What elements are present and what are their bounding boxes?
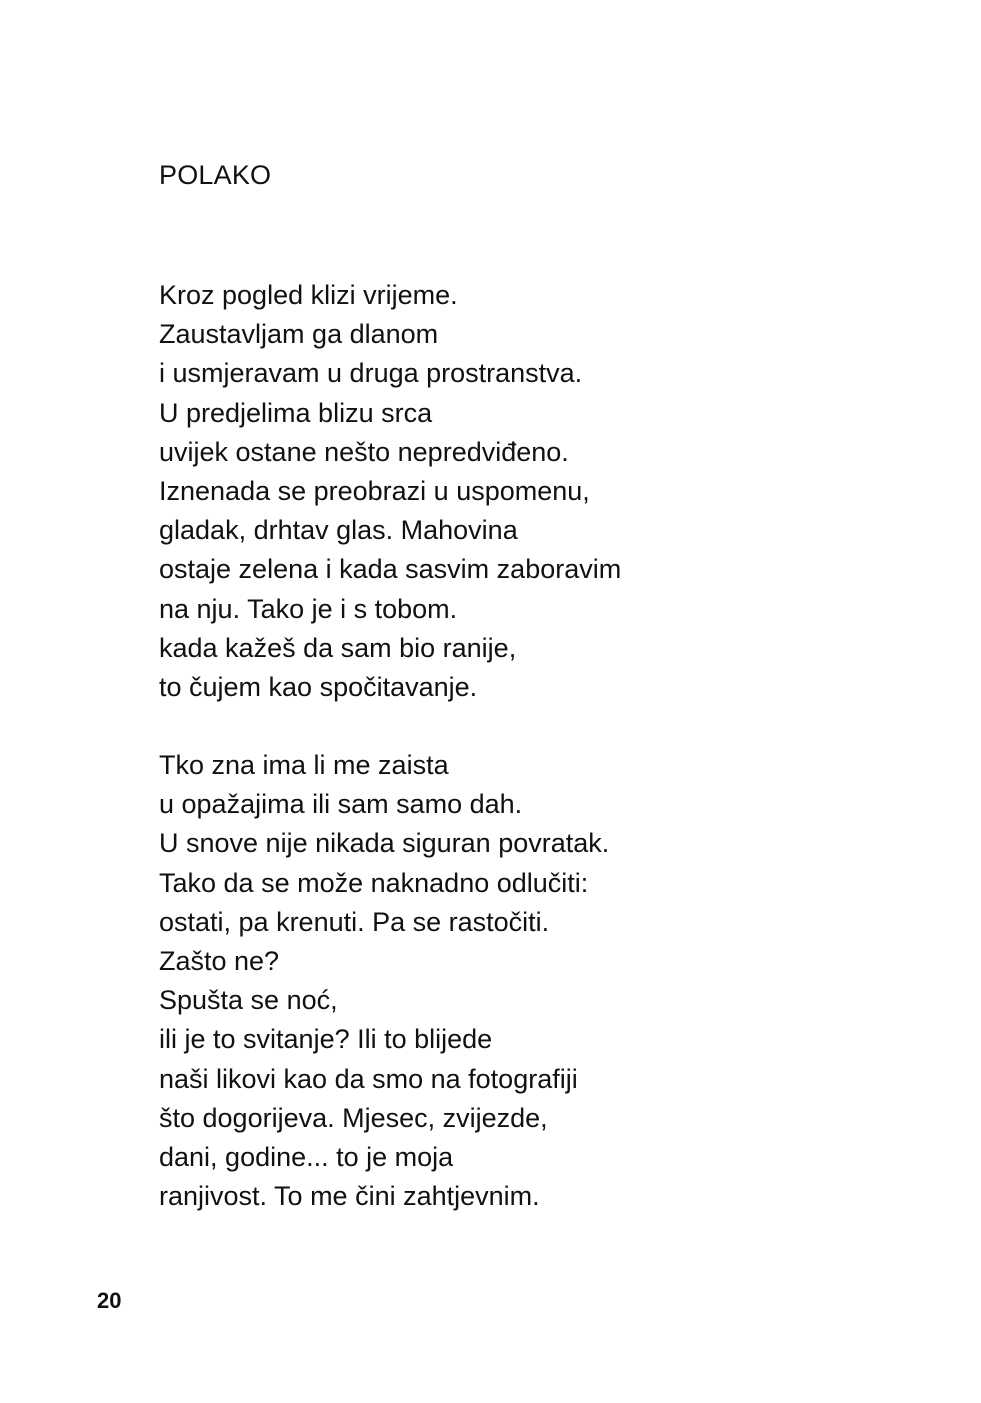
poem-line: uvijek ostane nešto nepredviđeno. xyxy=(159,436,569,467)
poem-line: U snove nije nikada siguran povratak. xyxy=(159,828,610,859)
poem-line: što dogorijeva. Mjesec, zvijezde, xyxy=(159,1102,548,1133)
page-number: 20 xyxy=(97,1288,122,1313)
poem-line: Kroz pogled klizi vrijeme. xyxy=(159,280,458,310)
poem-line: kada kažeš da sam bio ranije, xyxy=(159,632,517,663)
poem-line: Spušta se noć, xyxy=(159,985,338,1016)
poem-line: ili je to svitanje? Ili to blijede xyxy=(159,1024,493,1055)
poem-line: Iznenada se preobrazi u uspomenu, xyxy=(159,476,590,507)
poem-line: Tko zna ima li me zaista xyxy=(159,750,449,780)
poem-line: U predjelima blizu srca xyxy=(159,397,433,428)
stanza-1 xyxy=(159,276,621,707)
poem-line: i usmjeravam u druga prostranstva. xyxy=(159,358,583,389)
poem-line: u opažajima ili sam samo dah. xyxy=(159,789,523,820)
poem-line: ostati, pa krenuti. Pa se rastočiti. xyxy=(159,906,550,937)
poem-line: Zašto ne? xyxy=(159,946,280,977)
poem-line: ostaje zelena i kada sasvim zaboravim xyxy=(159,554,622,585)
poem-line: gladak, drhtav glas. Mahovina xyxy=(159,515,518,546)
poem-line: Zaustavljam ga dlanom xyxy=(159,319,439,350)
poem-title: POLAKO xyxy=(159,160,272,190)
stanza-2 xyxy=(159,746,609,1216)
poem-line: to čujem kao spočitavanje. xyxy=(159,672,478,703)
poem-line: Tako da se može naknadno odlučiti: xyxy=(159,867,589,898)
poem-line: dani, godine... to je moja xyxy=(159,1142,454,1173)
poem-line: na nju. Tako je i s tobom. xyxy=(159,593,458,624)
poem-line: naši likovi kao da smo na fotografiji xyxy=(159,1063,578,1094)
poem-line: ranjivost. To me čini zahtjevnim. xyxy=(159,1181,540,1212)
